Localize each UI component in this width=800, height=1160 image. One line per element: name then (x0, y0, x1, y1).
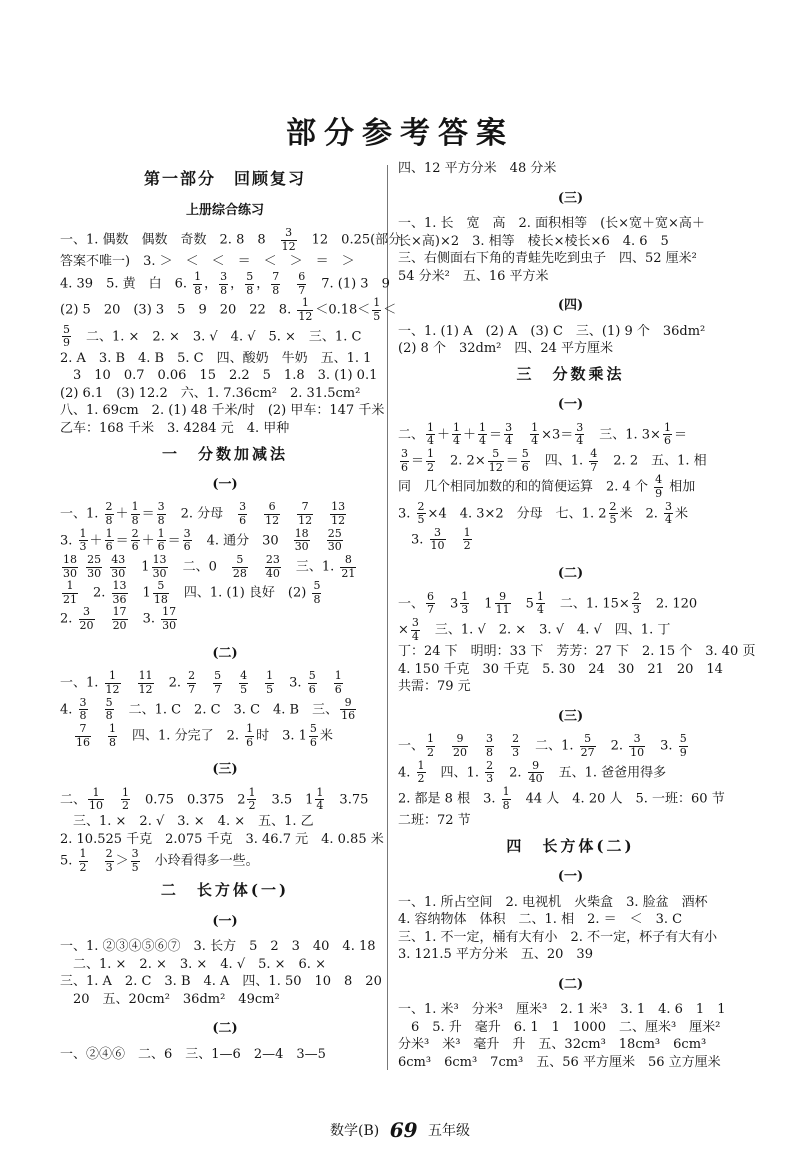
answer-line: $\frac{18}{30}$ $\frac{25}{30}$ $\frac{43}{30}$ 1 $\frac{13}{30}$ 二、0 $\frac{5}{28}$ $\frac{23}{40}$ 三、1. $\frac{8}{21}$ (63, 552, 356, 580)
section-heading: 二 长方体(一) (160, 881, 290, 900)
section-heading: 一 分数加减法 (161, 444, 288, 463)
answer-line: 一、 $\frac{1}{2}$ $\frac{9}{20}$ $\frac{3}{8}$ $\frac{2}{3}$ 二、1. $\frac{5}{27}$ 2. $\frac{3}{10}$ 3. $\frac{5}{9}$ (398, 732, 687, 760)
subsection-heading: (一) (557, 869, 584, 885)
answer-line: 三、1. A 2. C 3. B 4. A 四、1. 50 10 8 20 (60, 974, 382, 990)
subsection-heading: (二) (212, 645, 238, 661)
answer-line: 4. 容纳物体 体积 二、1. 相 2. ＝ ＜ 3. C (398, 912, 683, 928)
answer-line: (2) 8 个 32dm² 四、24 平方厘米 (398, 341, 614, 357)
subsection-heading: (三) (212, 762, 238, 778)
answer-line: 3. 121.5 平方分米 五、20 39 (398, 947, 593, 963)
left-column (60, 162, 402, 1063)
footer-subject: 数学(B) (330, 1123, 380, 1139)
answer-line: 一、1. (1) A (2) A (3) C 三、(1) 9 个 36dm² (398, 323, 706, 339)
page-title: 部分参考答案 (286, 116, 514, 151)
answer-line: 6cm³ 6cm³ 7cm³ 五、56 平方厘米 56 立方厘米 (398, 1054, 721, 1070)
answer-line: 6 5. 升 毫升 6. 1 1 1000 二、厘米³ 厘米² (398, 1019, 721, 1035)
answer-line: 3. $\frac{2}{5}$ ×4 4. 3×2 分母 七、1. 2 $\frac{2}{5}$ 米 2. $\frac{3}{4}$ 米 (398, 499, 689, 527)
subsection-heading: (二) (557, 566, 584, 582)
answer-line: 一、1. 所占空间 2. 电视机 火柴盒 3. 脸盆 酒杯 (398, 894, 708, 910)
answer-line: 一、②④⑥ 二、6 三、1—6 2—4 3—5 (60, 1046, 326, 1062)
answer-line: 八、1. 69cm 2. (1) 48 千米/时 (2) 甲车：147 千米 (60, 403, 385, 419)
answer-line: $\frac{7}{16}$ $\frac{1}{8}$ 四、1. 分完了 2. $\frac{1}{6}$ 时 3. 1 $\frac{5}{6}$ 米 (76, 721, 333, 749)
answer-line: 二、 $\frac{1}{10}$ $\frac{1}{2}$ 0.75 0.375 2 $\frac{1}{2}$ 3.5 1 $\frac{1}{4}$ 3.75 (60, 785, 369, 813)
subsection-heading: (三) (557, 190, 584, 206)
answer-line: 一、 $\frac{6}{7}$ 3 $\frac{1}{3}$ 1 $\frac{9}{11}$ 5 $\frac{1}{4}$ 二、1. 15× $\frac{2}{3}$ 2. 120 (398, 589, 698, 617)
section-heading: 四 长方体(二) (506, 836, 635, 855)
answer-line: 二、 $\frac{1}{4}$ ＋ $\frac{1}{4}$ ＋ $\frac{1}{4}$ ＝ $\frac{3}{4}$ $\frac{1}{4}$ ×3＝ $\frac{3}{4}$ 三、1. 3× $\frac{1}{6}$ ＝ (398, 420, 687, 448)
answer-line: 一、1. 米³ 分米³ 厘米³ 2. 1 米³ 3. 1 4. 6 1 1 (398, 1002, 726, 1018)
answer-line: 一、1. ②③④⑤⑥⑦ 3. 长方 5 2 3 40 4. 18 (60, 939, 376, 955)
part-heading: 第一部分 回顾复习 (143, 169, 306, 188)
answer-line: 2. A 3. B 4. B 5. C 四、酸奶 牛奶 五、1. 1 (60, 350, 372, 366)
answer-line: 3. $\frac{3}{10}$ $\frac{1}{2}$ (398, 525, 471, 553)
answer-line: 一、1. $\frac{2}{8}$ ＋ $\frac{1}{8}$ ＝ $\frac{3}{8}$ 2. 分母 $\frac{3}{6}$ $\frac{6}{12}$ $\frac{7}{12}$ $\frac{13}{12}$ (60, 500, 346, 527)
answer-line: 三、右侧面右下角的青蛙先吃到虫子 四、52 厘米² (398, 251, 697, 267)
answer-line: 2. $\frac{3}{20}$ $\frac{17}{20}$ 3. $\frac{17}{30}$ (60, 605, 177, 633)
answer-line: 2. 10.525 千克 2.075 千克 3. 46.7 元 4. 0.85 米 (60, 831, 384, 847)
review-heading: 上册综合练习 (185, 202, 264, 218)
answer-line: 二、1. × 2. × 3. × 4. √ 5. × 6. × (60, 956, 326, 972)
subsection-heading: (三) (557, 708, 584, 724)
answer-line: 乙车：168 千米 3. 4284 元 4. 甲种 (60, 421, 290, 436)
answer-line: 三、1. × 2. √ 3. × 4. × 五、1. 乙 (60, 813, 314, 829)
answer-line: 三、1. 不一定，桶有大有小 2. 不一定，杯子有大有小 (398, 929, 718, 945)
answer-line: 20 五、20cm² 36dm² 49cm² (60, 991, 280, 1007)
answer-line: $\frac{3}{6}$ ＝ $\frac{1}{2}$ 2. 2× $\frac{5}{12}$ ＝ $\frac{5}{6}$ 四、1. $\frac{4}{7}$ 2. 2 五、1. 相 (401, 447, 707, 474)
answer-line: $\frac{5}{9}$ 二、1. × 2. × 3. √ 4. √ 5. × 三、1. C (63, 322, 362, 350)
answer-line: 二班：72 节 (398, 813, 471, 829)
answer-line: 3. $\frac{1}{3}$ ＋ $\frac{1}{6}$ ＝ $\frac{2}{6}$ ＋ $\frac{1}{6}$ ＝ $\frac{3}{6}$ 4. 通分 30 $\frac{18}{30}$ $\frac{25}{30}$ (60, 526, 342, 554)
answer-line: 4. 150 千克 30 千克 5. 30 24 30 21 20 14 (398, 661, 723, 677)
answer-line: 共需：79 元 (398, 679, 471, 695)
answer-line: × $\frac{3}{4}$ 三、1. √ 2. × 3. √ 4. √ 四、1. 丁 (398, 615, 671, 643)
answer-line: 四、12 平方分米 48 分米 (398, 161, 557, 176)
subsection-heading: (一) (212, 476, 238, 492)
answer-line: 分米³ 米³ 毫升 升 五、32cm³ 18cm³ 6cm³ (398, 1037, 707, 1053)
answer-line: (2) 5 20 (3) 3 5 9 20 22 8. $\frac{1}{12}$ ＜0.18＜ $\frac{1}{5}$ ＜ (60, 296, 397, 323)
answer-line: (2) 6.1 (3) 12.2 六、1. 7.36cm² 2. 31.5cm² (60, 385, 361, 401)
answer-line: 长×高)×2 3. 相等 棱长×棱长×6 4. 6 5 (398, 233, 669, 249)
answer-line: 2. 都是 8 根 3. $\frac{1}{8}$ 44 人 4. 20 人 5. 一班：60 节 (398, 784, 725, 812)
subsection-heading: (四) (557, 298, 584, 314)
subsection-heading: (二) (557, 976, 584, 992)
section-heading: 三 分数乘法 (516, 364, 625, 383)
subsection-heading: (一) (557, 397, 584, 413)
page-number: 69 (389, 1118, 418, 1142)
answer-line: 一、1. 长 宽 高 2. 面积相等 (长×宽＋宽×高＋ (398, 216, 705, 232)
answer-line: 同 几个相同加数的和的简便运算 2. 4 个 $\frac{4}{9}$ 相加 (398, 473, 696, 500)
right-column (398, 160, 756, 1072)
answer-line: 4. $\frac{1}{2}$ 四、1. $\frac{2}{3}$ 2. $\frac{9}{40}$ 五、1. 爸爸用得多 (398, 758, 667, 786)
answer-line: 5. $\frac{1}{2}$ $\frac{2}{3}$ ＞ $\frac{3}{5}$ 小玲看得多一些。 (60, 847, 259, 874)
answer-line: 一、1. $\frac{1}{12}$ $\frac{11}{12}$ 2. $\frac{2}{7}$ $\frac{5}{7}$ $\frac{4}{5}$ $\frac{1}{5}$ 3. $\frac{5}{6}$ $\frac{1}{6}$ (60, 669, 342, 696)
footer-grade: 五年级 (427, 1123, 470, 1139)
answer-line: 54 分米² 五、16 平方米 (398, 268, 549, 284)
subsection-heading: (二) (212, 1021, 238, 1037)
page-footer (0, 1118, 800, 1142)
answer-line: 4. $\frac{3}{8}$ $\frac{5}{8}$ 二、1. C 2. C 3. C 4. B 三、 $\frac{9}{16}$ (60, 695, 356, 723)
answer-line: 4. 39 5. 黄 白 6. $\frac{1}{8}$ ， $\frac{3}{8}$ ， $\frac{5}{8}$ ， $\frac{7}{8}$ $\frac{6}{7}$ 7. (1) 3 9 (60, 269, 390, 297)
answer-line: 答案不唯一) 3. ＞ ＜ ＜ ＝ ＜ ＞ ＝ ＞ (60, 254, 355, 270)
subsection-heading: (一) (212, 913, 238, 929)
answer-line: 一、1. 偶数 偶数 奇数 2. 8 8 $\frac{3}{12}$ 12 0.25(部分 (60, 226, 402, 253)
answer-line: $\frac{1}{21}$ 2. $\frac{13}{36}$ 1 $\frac{5}{18}$ 四、1. (1) 良好 (2) $\frac{5}{8}$ (63, 579, 321, 606)
answer-line: 3 10 0.7 0.06 15 2.2 5 1.8 3. (1) 0.1 (60, 368, 378, 384)
answer-line: 丁：24 下 明明：33 下 芳芳：27 下 2. 15 个 3. 40 页 (398, 644, 756, 660)
